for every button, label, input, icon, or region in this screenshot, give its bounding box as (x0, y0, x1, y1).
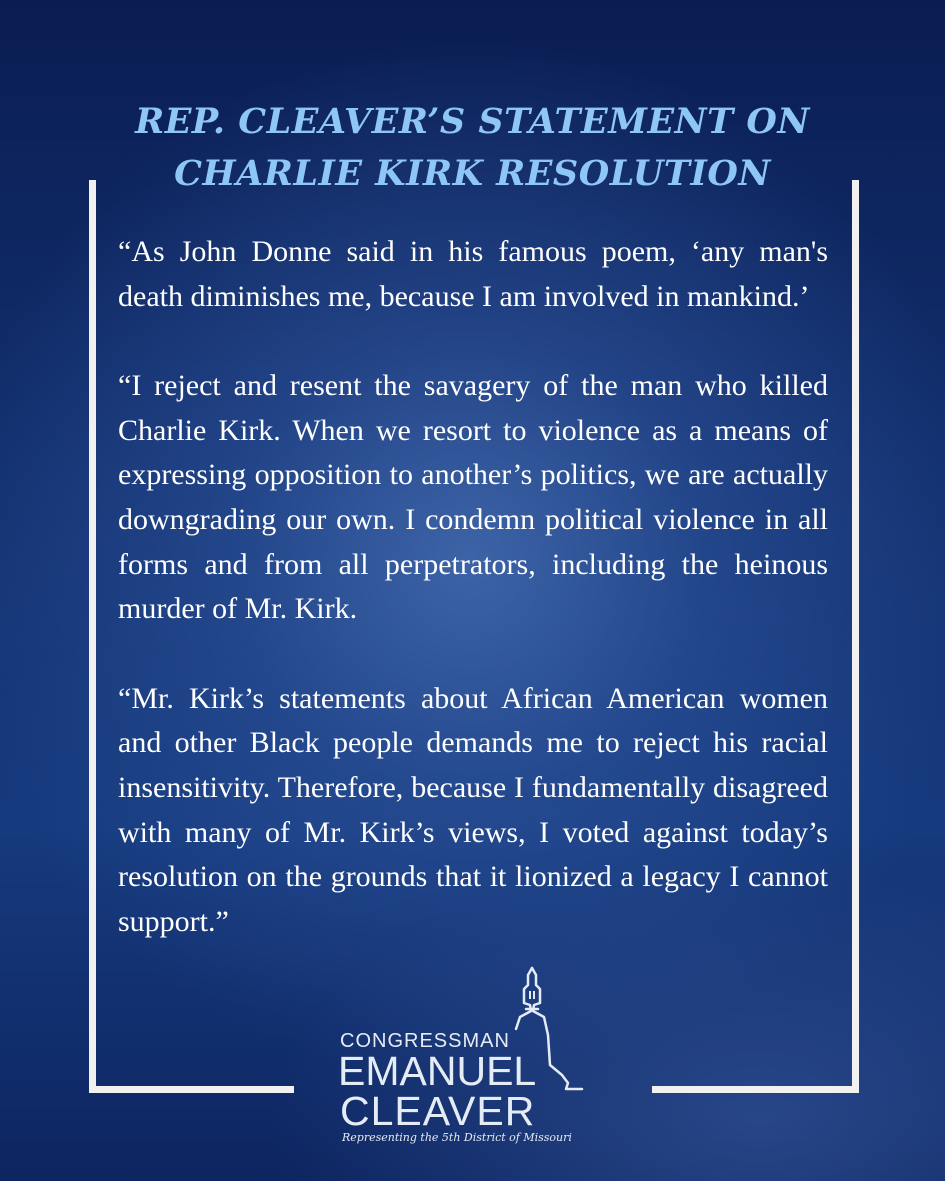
frame-left-border (89, 180, 96, 1093)
logo-tagline: Representing the 5th District of Missouri (342, 1131, 572, 1144)
statement-paragraph-1: “As John Donne said in his famous poem, ‘any man's death diminishes me, because I am involved in mankind.’ (118, 235, 828, 313)
frame-bottom-right-border (652, 1086, 859, 1093)
logo-first-name: EMANUEL (338, 1048, 537, 1094)
title-line-1: REP. CLEAVER’S STATEMENT ON (135, 101, 810, 142)
congressman-logo (300, 965, 645, 1155)
statement-body (118, 230, 828, 989)
logo-congressman-label: CONGRESSMAN (340, 1030, 510, 1052)
frame-bottom-left-border (89, 1086, 294, 1093)
logo-last-name: CLEAVER (340, 1088, 536, 1134)
statement-title (0, 96, 945, 200)
statement-paragraph-3: “Mr. Kirk’s statements about African American women and other Black people demands me to reject his racial insensitivity. Therefore, because I fundamentally disagreed with many of Mr. Kirk’s views, I voted against today’s resolution on the grounds that it lionized a legacy I cannot support.” (118, 681, 828, 938)
frame-right-border (852, 180, 859, 1093)
statement-paragraph-2: “I reject and resent the savagery of the man who killed Charlie Kirk. When we resort to violence as a means of expressing opposition to another’s politics, we are actually downgrading our own. I condemn political violence in all forms and from all perpetrators, including the heinous murder of Mr. Kirk. (118, 369, 828, 626)
title-line-2: CHARLIE KIRK RESOLUTION (174, 153, 771, 194)
